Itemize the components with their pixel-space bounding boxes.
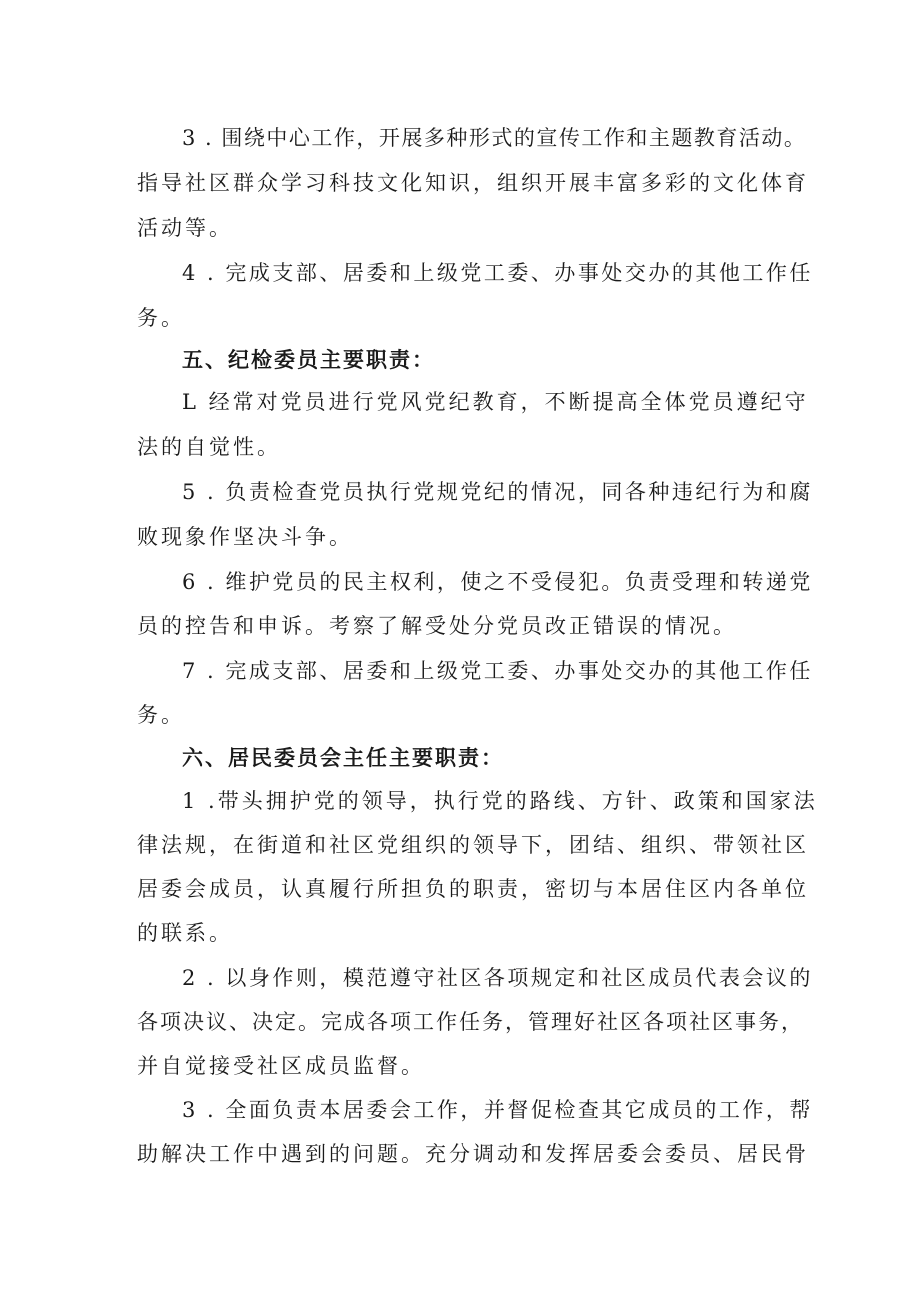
text-line: 居委会成员，认真履行所担负的职责，密切与本居住区内各单位 [137, 877, 809, 901]
text-line: 务。 [137, 306, 185, 330]
text-line: 7 . 完成支部、居委和上级党工委、办事处交办的其他工作任 [182, 659, 813, 683]
text-line: 4 . 完成支部、居委和上级党工委、办事处交办的其他工作任 [182, 261, 813, 285]
text-line: 6 . 维护党员的民主权利，使之不受侵犯。负责受理和转递党 [182, 570, 813, 594]
text-line: 的联系。 [137, 921, 233, 945]
text-line: 败现象作坚决斗争。 [137, 525, 353, 549]
text-line: 活动等。 [137, 216, 233, 240]
text-line: 指导社区群众学习科技文化知识，组织开展丰富多彩的文化体育 [137, 171, 809, 195]
text-line: 助解决工作中遇到的问题。充分调动和发挥居委会委员、居民骨 [137, 1142, 809, 1166]
text-line: 1 .带头拥护党的领导，执行党的路线、方针、政策和国家法 [182, 789, 818, 813]
section-heading-5: 五、纪检委员主要职责： [182, 348, 435, 372]
text-line: L 经常对党员进行党风党纪教育，不断提高全体党员遵纪守 [182, 390, 809, 414]
text-line: 法的自觉性。 [137, 435, 281, 459]
text-line: 并自觉接受社区成员监督。 [137, 1054, 425, 1078]
text-line: 务。 [137, 703, 185, 727]
text-line: 3 . 围绕中心工作，开展多种形式的宣传工作和主题教育活动。 [182, 126, 807, 150]
text-line: 3 . 全面负责本居委会工作，并督促检查其它成员的工作，帮 [182, 1098, 813, 1122]
text-line: 律法规，在街道和社区党组织的领导下，团结、组织、带领社区 [137, 833, 809, 857]
text-line: 2 . 以身作则，模范遵守社区各项规定和社区成员代表会议的 [182, 966, 813, 990]
text-line: 5 . 负责检查党员执行党规党纪的情况，同各种违纪行为和腐 [182, 480, 813, 504]
text-line: 各项决议、决定。完成各项工作任务，管理好社区各项社区事务， [137, 1010, 804, 1034]
text-line: 员的控告和申诉。考察了解受处分党员改正错误的情况。 [137, 614, 737, 638]
section-heading-6: 六、居民委员会主任主要职责： [182, 746, 504, 770]
